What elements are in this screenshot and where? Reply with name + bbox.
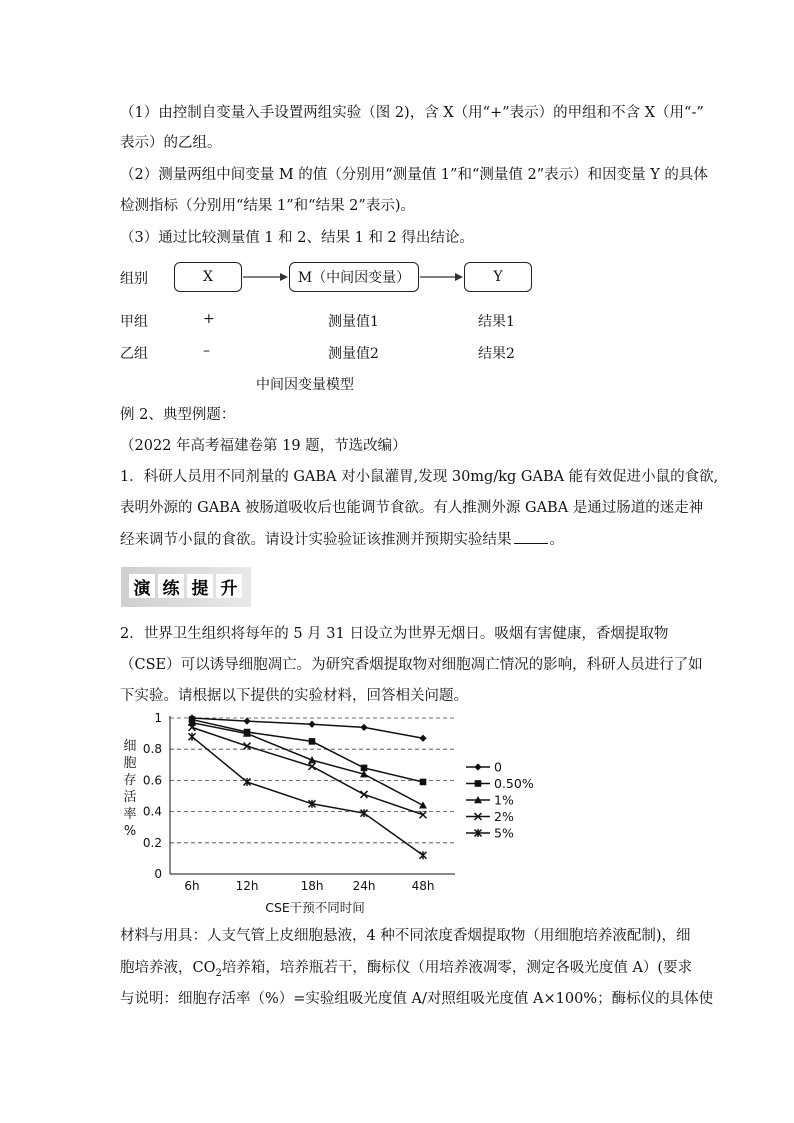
diagram-box-m: M（中间因变量） [289,262,419,292]
data-point-s1 [243,718,250,725]
legend-marker-2 [475,780,482,787]
materials-line-2 [120,958,692,984]
q1-line-2: 表明外源的 GABA 被肠道吸收后也能调节食欲。有人推测外源 GABA 是通过肠道的迷走神 [120,500,704,516]
q1-line-1: 1．科研人员用不同剂量的 GABA 对小鼠灌胃,发现 30mg/kg GABA 能有效促进小鼠的食欲, [120,469,719,485]
example-heading: 例 2、典型例题： [120,407,236,423]
x-tick-label: 18h [300,879,324,893]
y-tick-label: 0.8 [142,742,162,757]
legend-label-1: 0 [494,759,502,775]
example-source: （2022 年高考福建卷第 19 题，节选改编） [120,438,407,454]
row1-result: 结果1 [478,314,515,330]
y-axis-label-char: 细 [123,739,137,754]
row2-result: 结果2 [478,346,515,362]
q1-line-3 [120,529,564,550]
x-tick-label: 6h [184,879,200,893]
row2-measure: 测量值2 [328,346,379,362]
data-point-s1 [419,735,426,742]
materials-line-2a: 胞培养液，CO [120,960,216,976]
data-point-s2 [420,779,427,786]
q1-line-3-text: 经来调节小鼠的食欲。请设计实验验证该推测并预期实验结果 [120,532,512,548]
banner-char-3: 提 [187,574,213,598]
banner-char-4: 升 [216,574,242,598]
row2-sign: – [203,343,210,359]
y-axis-label-char: 存 [123,773,137,788]
series-line-3 [192,723,423,806]
y-axis-label-char: 率 [123,807,137,822]
intro-line-4: 检测指标（分别用“结果 1”和“结果 2”表示)。 [120,198,415,214]
diagram-group-label: 组别 [120,271,148,287]
y-axis-label-char: % [123,824,137,839]
banner-char-1: 演 [129,574,155,598]
materials-line-2b: 培养箱，培养瓶若干，酶标仪（用培养液凋零，测定各吸光度值 A）(要求 [221,960,693,976]
data-point-s2 [309,738,316,745]
legend-marker-1 [474,763,481,770]
co2-subscript: 2 [215,967,222,979]
data-point-s1 [360,724,367,731]
y-axis-label-char: 胞 [123,756,137,771]
diagram-box-y: Y [464,262,532,292]
row1-measure: 测量值1 [328,314,379,330]
data-point-s5 [189,733,196,741]
answer-blank[interactable] [514,529,548,544]
banner-char-2: 练 [158,574,184,598]
data-point-s5 [244,778,251,786]
q1-line-3-end: 。 [549,532,564,548]
intro-line-5: （3）通过比较测量值 1 和 2、结果 1 和 2 得出结论。 [120,230,474,246]
y-tick-label: 0.2 [142,835,162,850]
row1-name: 甲组 [120,314,148,330]
row1-sign: + [203,311,215,327]
legend-label-2: 0.50% [494,776,534,791]
data-point-s1 [308,721,315,728]
x-tick-label: 24h [352,879,376,893]
arrow-m-to-y-head [455,273,463,281]
y-tick-label: 0.4 [142,804,162,819]
data-point-s5 [420,851,427,859]
intro-line-3: （2）测量两组中间变量 M 的值（分别用“测量值 1”和“测量值 2”表示）和因变量 Y 的具体 [120,167,708,183]
data-point-s4 [361,791,368,798]
materials-line-3: 与说明：细胞存活率（%）=实验组吸光度值 A/对照组吸光度值 A×100%；酶标仪的具体使 [120,991,714,1007]
diagram-box-x: X [174,262,242,292]
arrow-x-to-m-head [280,273,288,281]
cell-survival-chart [110,706,560,920]
q2-line-3: 下实验。请根据以下提供的实验材料，回答相关问题。 [120,688,468,704]
data-point-s3 [419,801,427,808]
data-point-s4 [420,811,427,818]
q2-line-2: （CSE）可以诱导细胞凋亡。为研究香烟提取物对细胞凋亡情况的影响，科研人员进行了如 [120,657,703,673]
y-tick-label: 0.6 [142,773,162,788]
row2-name: 乙组 [120,346,148,362]
intro-line-2: 表示）的乙组。 [120,135,222,151]
legend-label-4: 2% [494,809,514,824]
series-line-5 [192,737,423,856]
y-tick-label: 1 [154,711,162,725]
legend-label-3: 1% [494,792,514,808]
materials-line-1: 材料与用具：人支气管上皮细胞悬液，4 种不同浓度香烟提取物（用细胞培养液配制)，细 [120,928,691,944]
diagram-caption: 中间因变量模型 [256,377,354,393]
x-tick-label: 48h [411,879,435,893]
x-axis-label: CSE干预不同时间 [265,900,365,915]
q2-line-1: 2．世界卫生组织将每年的 5 月 31 日设立为世界无烟日。吸烟有害健康，香烟提取物 [120,626,669,642]
intro-line-1: （1）由控制自变量入手设置两组实验（图 2)，含 X（用“+”表示）的甲组和不含 X（用“-” [120,105,704,121]
y-tick-label: 0 [154,867,162,881]
legend-label-5: 5% [494,825,514,841]
y-axis-label-char: 活 [123,790,137,805]
x-tick-label: 12h [235,879,259,893]
